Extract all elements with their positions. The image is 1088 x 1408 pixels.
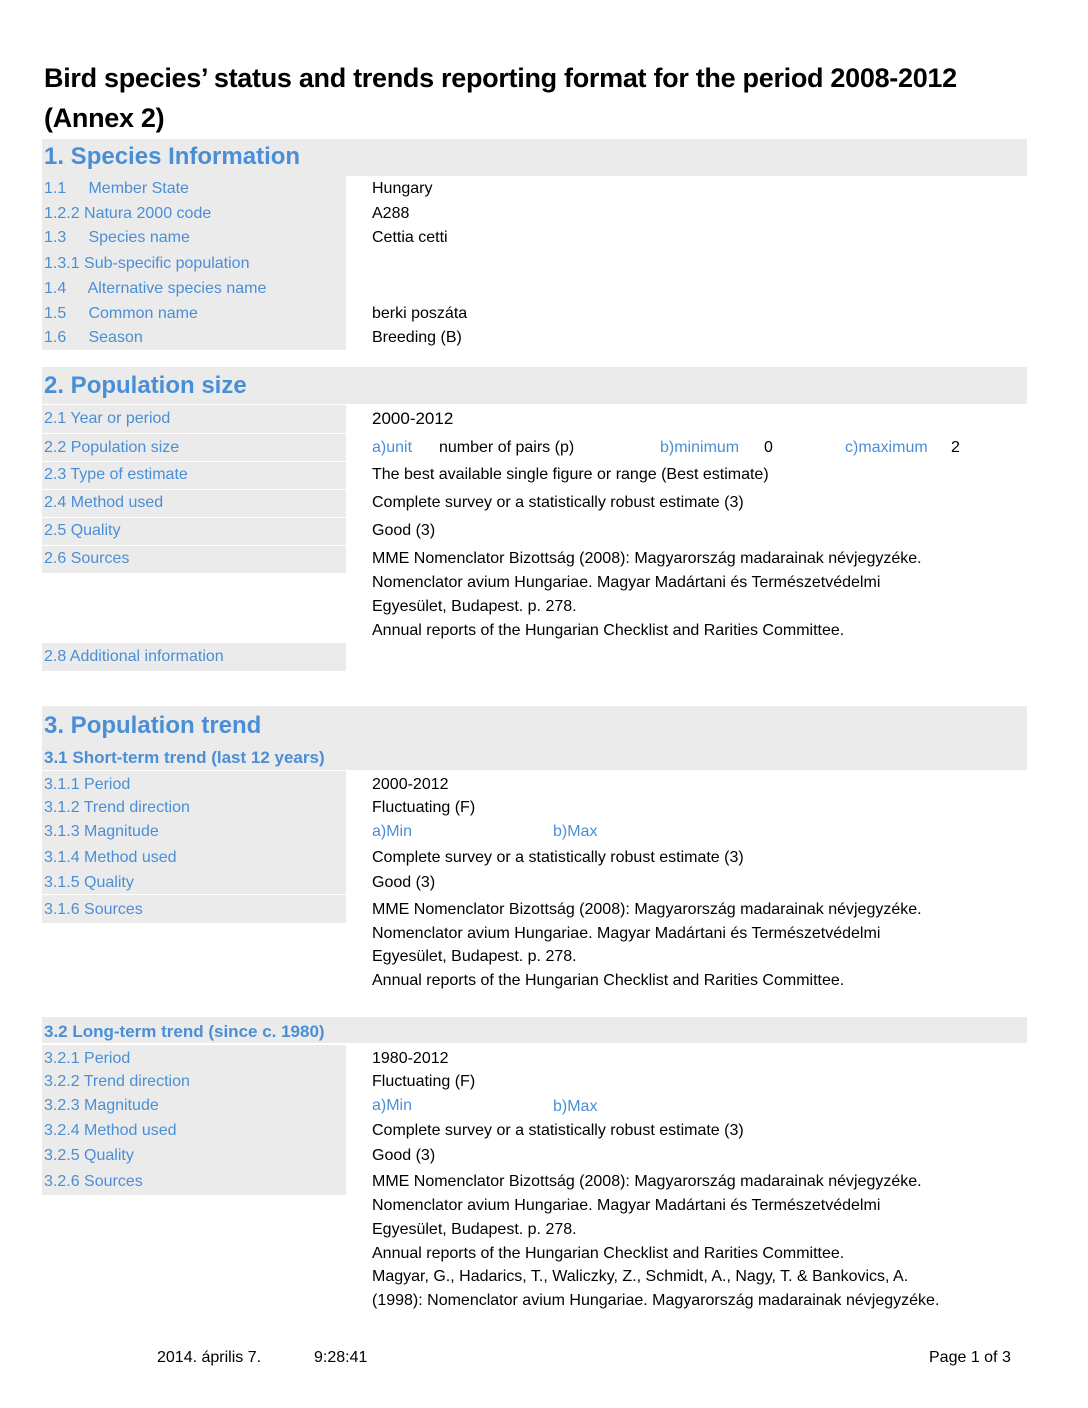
quality-label: 2.5 Quality — [44, 522, 121, 539]
common-name-value: berki poszáta — [372, 305, 468, 322]
method-used-value: Complete survey or a statistically robust estimate (3) — [372, 494, 744, 511]
season-value: Breeding (B) — [372, 329, 462, 346]
species-name-label: 1.3 Species name — [44, 229, 190, 246]
unit-label: a)unit — [372, 439, 413, 456]
sources-line: Annual reports of the Hungarian Checklist and Rarities Committee. — [372, 622, 845, 639]
sources-line: Egyesület, Budapest. p. 278. — [372, 1221, 577, 1238]
minimum-label: b)minimum — [660, 439, 740, 456]
section-3-heading: 3. Population trend — [44, 712, 262, 739]
type-of-estimate-value: The best available single figure or range (Best estimate) — [372, 466, 769, 483]
row-divider — [42, 489, 346, 490]
population-size-label: 2.2 Population size — [44, 439, 180, 456]
short-quality-label: 3.1.5 Quality — [44, 874, 134, 891]
long-quality-label: 3.2.5 Quality — [44, 1147, 134, 1164]
long-magnitude-label: 3.2.3 Magnitude — [44, 1097, 159, 1114]
member-state-value: Hungary — [372, 180, 433, 197]
long-sources-label: 3.2.6 Sources — [44, 1173, 143, 1190]
sources-line: Nomenclator avium Hungariae. Magyar Madártani és Természetvédelmi — [372, 574, 881, 591]
short-term-trend-heading: 3.1 Short-term trend (last 12 years) — [44, 748, 325, 767]
short-magnitude-max-label: b)Max — [553, 823, 598, 840]
alternative-species-name-label: 1.4 Alternative species name — [44, 280, 267, 297]
page-number: Page 1 of 3 — [929, 1349, 1011, 1366]
sources-line: Egyesület, Budapest. p. 278. — [372, 598, 577, 615]
short-direction-value: Fluctuating (F) — [372, 799, 476, 816]
season-label: 1.6 Season — [44, 329, 143, 346]
short-period-label: 3.1.1 Period — [44, 776, 131, 793]
short-magnitude-label: 3.1.3 Magnitude — [44, 823, 159, 840]
long-quality-value: Good (3) — [372, 1147, 436, 1164]
additional-information-label: 2.8 Additional information — [44, 648, 224, 665]
long-magnitude-max-label: b)Max — [553, 1098, 598, 1115]
unit-value: number of pairs (p) — [439, 439, 575, 456]
quality-value: Good (3) — [372, 522, 436, 539]
sources-line: Nomenclator avium Hungariae. Magyar Madártani és Természetvédelmi — [372, 1197, 881, 1214]
sources-line: Annual reports of the Hungarian Checklist and Rarities Committee. — [372, 1245, 845, 1262]
section-1-heading: 1. Species Information — [44, 143, 301, 170]
section-2-heading: 2. Population size — [44, 372, 247, 399]
footer-time: 9:28:41 — [314, 1349, 368, 1366]
footer-date: 2014. április 7. — [157, 1349, 262, 1366]
short-quality-value: Good (3) — [372, 874, 436, 891]
long-magnitude-min-label: a)Min — [372, 1097, 413, 1114]
sources-line: Egyesület, Budapest. p. 278. — [372, 948, 577, 965]
sources-line: Nomenclator avium Hungariae. Magyar Madártani és Természetvédelmi — [372, 925, 881, 942]
sources-line: MME Nomenclator Bizottság (2008): Magyarország madarainak névjegyzéke. — [372, 1173, 922, 1190]
species-name-value: Cettia cetti — [372, 229, 448, 246]
document-title: Bird species’ status and trends reporting format for the period 2008-2012 (Annex 2) — [44, 63, 957, 133]
sources-line: Annual reports of the Hungarian Checklist and Rarities Committee. — [372, 972, 845, 989]
row-divider — [42, 545, 346, 546]
sources-line: MME Nomenclator Bizottság (2008): Magyarország madarainak névjegyzéke. — [372, 901, 922, 918]
long-period-value: 1980-2012 — [372, 1050, 449, 1067]
short-method-value: Complete survey or a statistically robust estimate (3) — [372, 849, 744, 866]
sources-line: (1998): Nomenclator avium Hungariae. Magyarország madarainak névjegyzéke. — [372, 1292, 940, 1309]
year-period-value: 2000-2012 — [372, 409, 454, 428]
member-state-label: 1.1 Member State — [44, 180, 189, 197]
long-method-label: 3.2.4 Method used — [44, 1122, 177, 1139]
long-period-label: 3.2.1 Period — [44, 1050, 131, 1067]
row-divider — [42, 517, 346, 518]
common-name-label: 1.5 Common name — [44, 305, 198, 322]
maximum-value: 2 — [951, 439, 960, 456]
row-divider — [42, 433, 346, 434]
maximum-label: c)maximum — [845, 439, 928, 456]
method-used-label: 2.4 Method used — [44, 494, 164, 511]
year-period-label: 2.1 Year or period — [44, 410, 171, 427]
minimum-value: 0 — [764, 439, 773, 456]
sub-specific-population-label: 1.3.1 Sub-specific population — [44, 255, 250, 272]
short-period-value: 2000-2012 — [372, 776, 449, 793]
sources-line: MME Nomenclator Bizottság (2008): Magyarország madarainak névjegyzéke. — [372, 550, 922, 567]
long-direction-label: 3.2.2 Trend direction — [44, 1073, 190, 1090]
type-of-estimate-label: 2.3 Type of estimate — [44, 466, 188, 483]
sources-line: Magyar, G., Hadarics, T., Waliczky, Z., Schmidt, A., Nagy, T. & Bankovics, A. — [372, 1268, 909, 1285]
short-magnitude-min-label: a)Min — [372, 823, 413, 840]
short-direction-label: 3.1.2 Trend direction — [44, 799, 190, 816]
short-method-label: 3.1.4 Method used — [44, 849, 177, 866]
row-divider — [42, 461, 346, 462]
long-method-value: Complete survey or a statistically robust estimate (3) — [372, 1122, 744, 1139]
short-sources-label: 3.1.6 Sources — [44, 901, 143, 918]
long-term-trend-heading: 3.2 Long-term trend (since c. 1980) — [44, 1022, 325, 1041]
long-direction-value: Fluctuating (F) — [372, 1073, 476, 1090]
natura-code-label: 1.2.2 Natura 2000 code — [44, 205, 212, 222]
sources-label: 2.6 Sources — [44, 550, 130, 567]
natura-code-value: A288 — [372, 205, 410, 222]
